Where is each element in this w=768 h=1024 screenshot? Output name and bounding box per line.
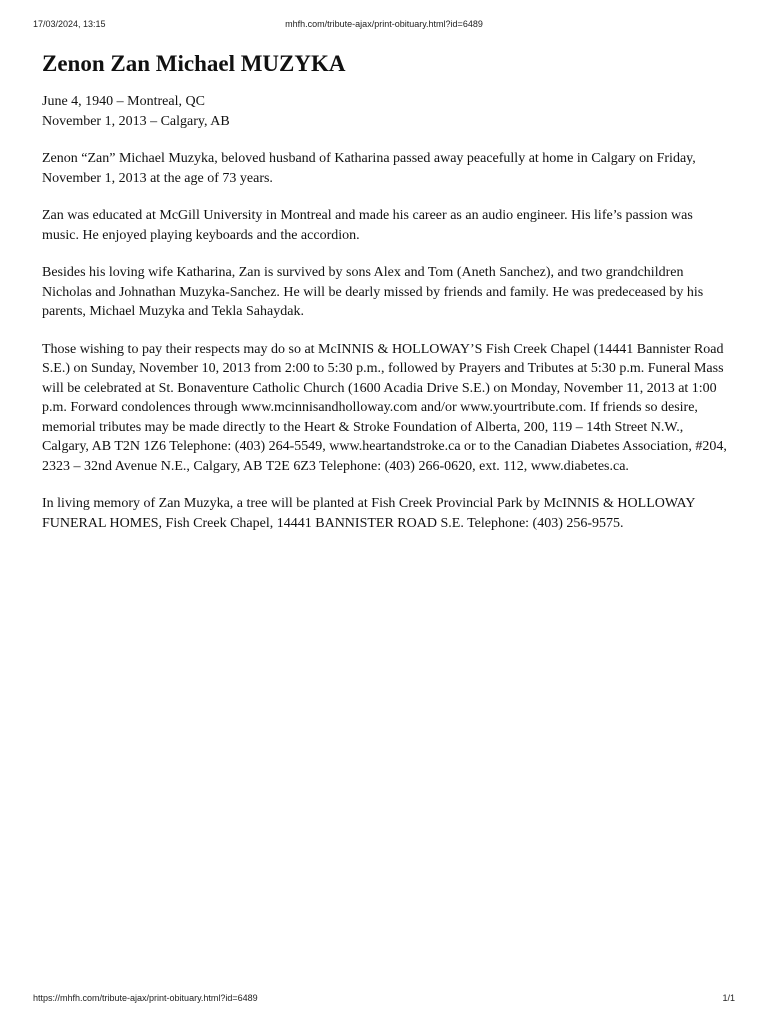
obituary-paragraph-memorial: In living memory of Zan Muzyka, a tree will be planted at Fish Creek Provincial Park by McINNIS & HOLLOWAY FUNERAL HOMES, Fish Creek Chapel, 14441 BANNISTER ROAD S.E. Telephone: (403) 256-9575. — [42, 496, 695, 531]
obituary-paragraph-survivors: Besides his loving wife Katharina, Zan is survived by sons Alex and Tom (Aneth Sanchez), and two grandchildren Nicholas and Johnathan Muzyka-Sanchez. He will be dearly missed by friends and family. He was predeceased by his parents, Michael Muzyka and Tekla Sahaydak. — [42, 265, 704, 319]
page-title: Zenon Zan Michael MUZYKA — [42, 51, 346, 76]
print-header-url: mhfh.com/tribute-ajax/print-obituary.html?id=6489 — [285, 19, 483, 29]
page-number: 1/1 — [722, 993, 735, 1003]
obituary-content — [42, 50, 732, 551]
obituary-paragraph-services: Those wishing to pay their respects may do so at McINNIS & HOLLOWAY’S Fish Creek Chapel (14441 Bannister Road S.E.) on Sunday, November 10, 2013 from 2:00 to 5:30 p.m., followed by Prayers and Tributes at 5:30 p.m. Funeral Mass will be celebrated at St. Bonaventure Catholic Church (1600 Acadia Drive S.E.) on Monday, November 11, 2013 at 1:00 p.m. Forward condolences through www.mcinnisandholloway.com and/or www.yourtribute.com. If friends so desire, memorial tributes may be made directly to the Heart & Stroke Foundation of Alberta, 200, 119 – 14th Street N.W., Calgary, AB T2N 1Z6 Telephone: (403) 264-5549, www.heartandstroke.ca or to the Canadian Diabetes Association, #204, 2323 – 32nd Avenue N.E., Calgary, AB T2E 6Z3 Telephone: (403) 266-0620, ext. 112, www.diabetes.ca. — [42, 341, 727, 474]
print-footer-url: https://mhfh.com/tribute-ajax/print-obituary.html?id=6489 — [33, 993, 258, 1003]
life-dates — [42, 92, 732, 131]
birth-date: June 4, 1940 – Montreal, QC — [42, 94, 205, 109]
print-datetime: 17/03/2024, 13:15 — [33, 19, 106, 29]
death-date: November 1, 2013 – Calgary, AB — [42, 113, 230, 129]
obituary-paragraph-announcement: Zenon “Zan” Michael Muzyka, beloved husband of Katharina passed away peacefully at home in Calgary on Friday, November 1, 2013 at the age of 73 years. — [42, 151, 696, 186]
obituary-paragraph-career: Zan was educated at McGill University in Montreal and made his career as an audio engineer. His life’s passion was music. He enjoyed playing keyboards and the accordion. — [42, 208, 693, 243]
